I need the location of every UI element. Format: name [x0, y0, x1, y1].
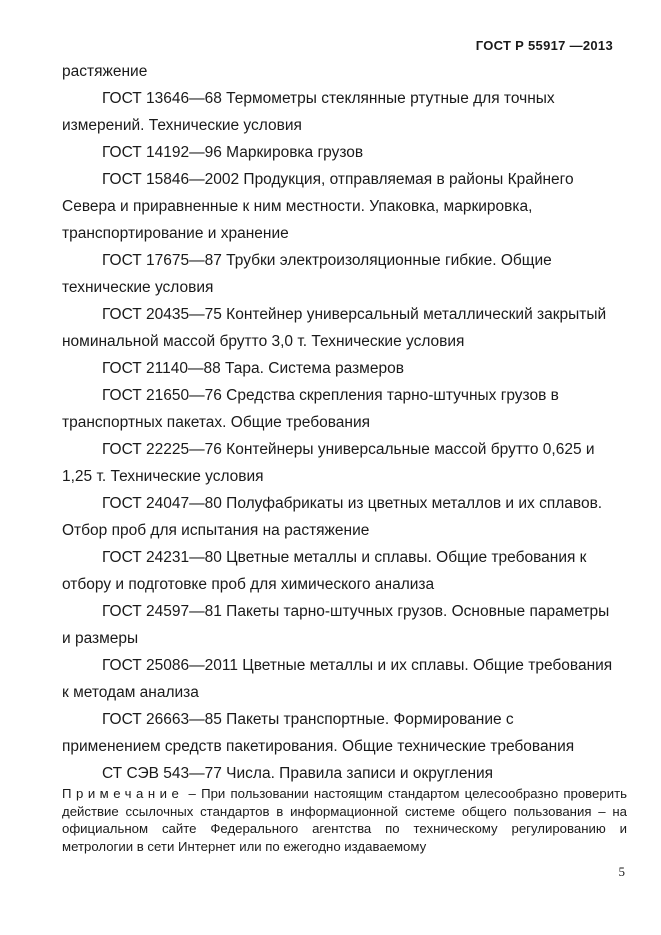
reference-entry: ГОСТ 15846—2002 Продукция, отправляемая в районы Крайнего Севера и приравненные к ним местности. Упаковка, маркировка, транспортирование и хранение	[62, 171, 574, 242]
continuation-text: растяжение	[62, 63, 148, 80]
reference-entry: ГОСТ 14192—96 Маркировка грузов	[102, 144, 364, 161]
reference-entry: ГОСТ 22225—76 Контейнеры универсальные массой брутто 0,625 и 1,25 т. Технические условия	[62, 441, 595, 485]
reference-entry: СТ СЭВ 543—77 Числа. Правила записи и округления	[102, 765, 494, 782]
reference-entry: ГОСТ 24231—80 Цветные металлы и сплавы. Общие требования к отбору и подготовке проб для химического анализа	[62, 549, 587, 593]
note-text: – При пользовании настоящим стандартом целесообразно проверить действие ссылочных стандартов в информационной системе общего пользования – на официальном сайте Федерального агентства по техническому регулированию и метрологии в сети Интернет или по ежегодно издаваемому	[62, 786, 627, 854]
reference-entry: ГОСТ 21650—76 Средства скрепления тарно-штучных грузов в транспортных пакетах. Общие требования	[62, 387, 559, 431]
reference-entry: ГОСТ 21140—88 Тара. Система размеров	[102, 360, 404, 377]
document-header: ГОСТ Р 55917 —2013	[475, 38, 613, 53]
reference-entry: ГОСТ 24047—80 Полуфабрикаты из цветных металлов и их сплавов. Отбор проб для испытания на растяжение	[62, 495, 603, 539]
note-label: Примечание	[62, 786, 184, 801]
reference-entry: ГОСТ 20435—75 Контейнер универсальный металлический закрытый номинальной массой брутто 3,0 т. Технические условия	[62, 306, 607, 350]
reference-entry: ГОСТ 26663—85 Пакеты транспортные. Формирование с применением средств пакетирования. Общие технические требования	[62, 711, 575, 755]
reference-entry: ГОСТ 13646—68 Термометры стеклянные ртутные для точных измерений. Технические условия	[62, 90, 555, 134]
reference-entry: ГОСТ 24597—81 Пакеты тарно-штучных грузов. Основные параметры и размеры	[62, 603, 610, 647]
reference-entry: ГОСТ 17675—87 Трубки электроизоляционные гибкие. Общие технические условия	[62, 252, 552, 296]
note-paragraph	[62, 785, 627, 855]
reference-entry: ГОСТ 25086—2011 Цветные металлы и их сплавы. Общие требования к методам анализа	[62, 657, 613, 701]
page-number: 5	[618, 864, 625, 879]
normative-references	[62, 58, 616, 787]
